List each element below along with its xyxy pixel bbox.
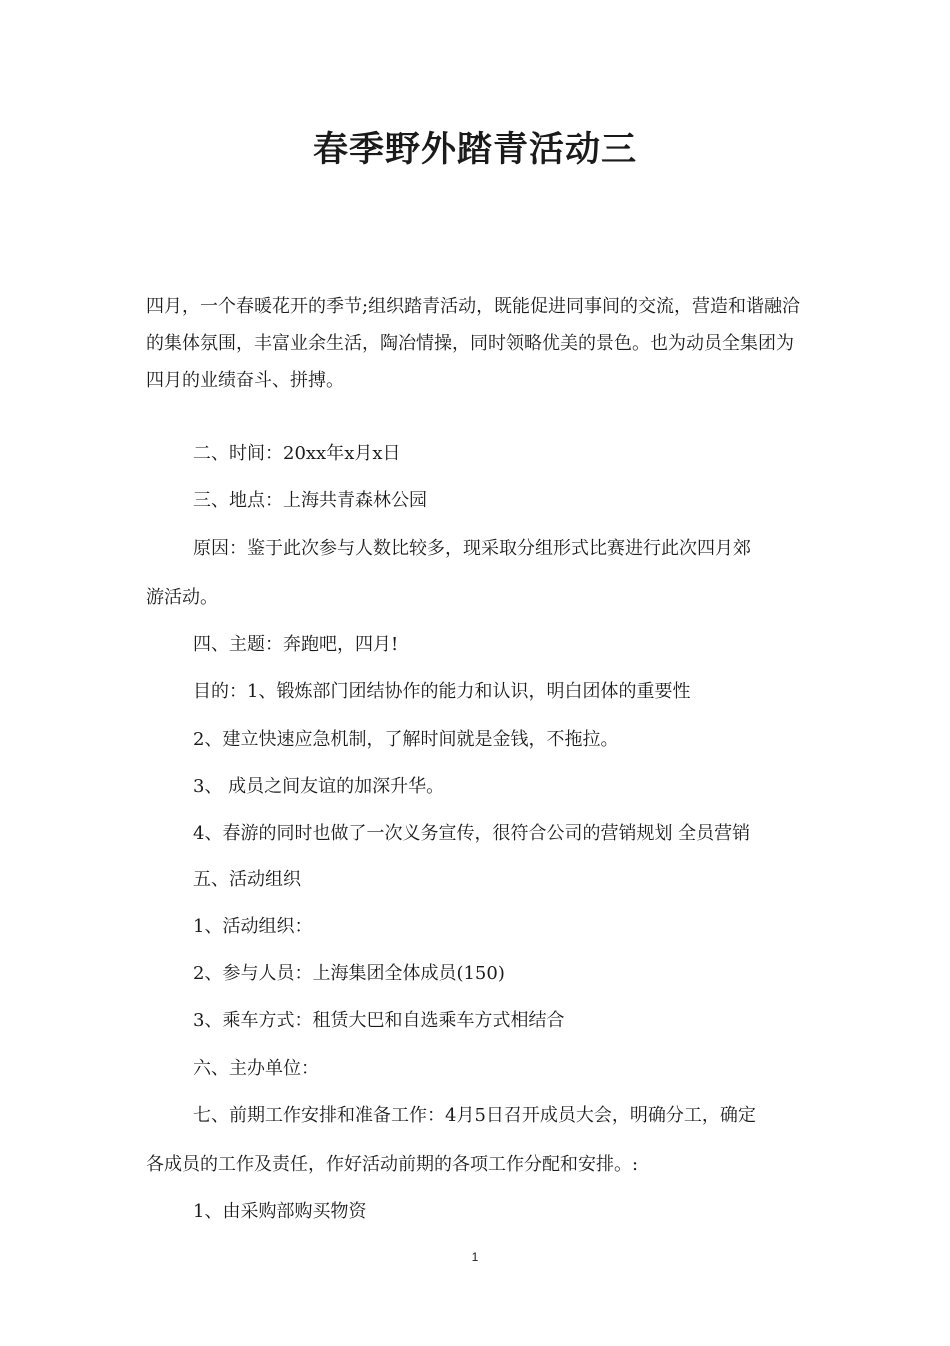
organizer-line: 六、主办单位：	[193, 1058, 319, 1079]
preparation-item-1: 1、由采购部购买物资	[193, 1201, 367, 1222]
organization-item-2: 2、参与人员：上海集团全体成员(150)	[193, 963, 505, 984]
organization-item-1: 1、活动组织：	[193, 916, 313, 937]
preparation-line-cont: 各成员的工作及责任，作好活动前期的各项工作分配和安排。:	[146, 1154, 639, 1175]
reason-line-cont: 游活动。	[146, 587, 218, 608]
purpose-item-3: 3、 成员之间友谊的加深升华。	[193, 776, 445, 797]
purpose-item-4: 4、春游的同时也做了一次义务宣传，很符合公司的营销规划 全员营销	[193, 823, 751, 844]
document-title: 春季野外踏青活动三	[312, 129, 637, 170]
intro-paragraph: 四月，一个春暖花开的季节;组织踏青活动，既能促进同事间的交流，营造和谐融洽的集体氛围，丰富业余生活，陶冶情操，同时领略优美的景色。也为动员全集团为四月的业绩奋斗、拼搏。	[146, 296, 801, 391]
organization-heading: 五、活动组织	[193, 869, 301, 890]
purpose-line: 目的：1、锻炼部门团结协作的能力和认识，明白团体的重要性	[193, 681, 691, 702]
preparation-line: 七、前期工作安排和准备工作：4月5日召开成员大会，明确分工，确定	[193, 1105, 756, 1126]
time-line: 二、时间：20xx年x月x日	[193, 443, 401, 464]
purpose-item-2: 2、建立快速应急机制，了解时间就是金钱，不拖拉。	[193, 729, 619, 750]
organization-item-3: 3、乘车方式：租赁大巴和自选乘车方式相结合	[193, 1010, 565, 1031]
location-line: 三、地点：上海共青森林公园	[193, 490, 427, 511]
theme-line: 四、主题：奔跑吧，四月!	[193, 634, 399, 655]
reason-line: 原因：鉴于此次参与人数比较多，现采取分组形式比赛进行此次四月郊	[193, 538, 751, 559]
page-number: 1	[471, 1250, 479, 1264]
